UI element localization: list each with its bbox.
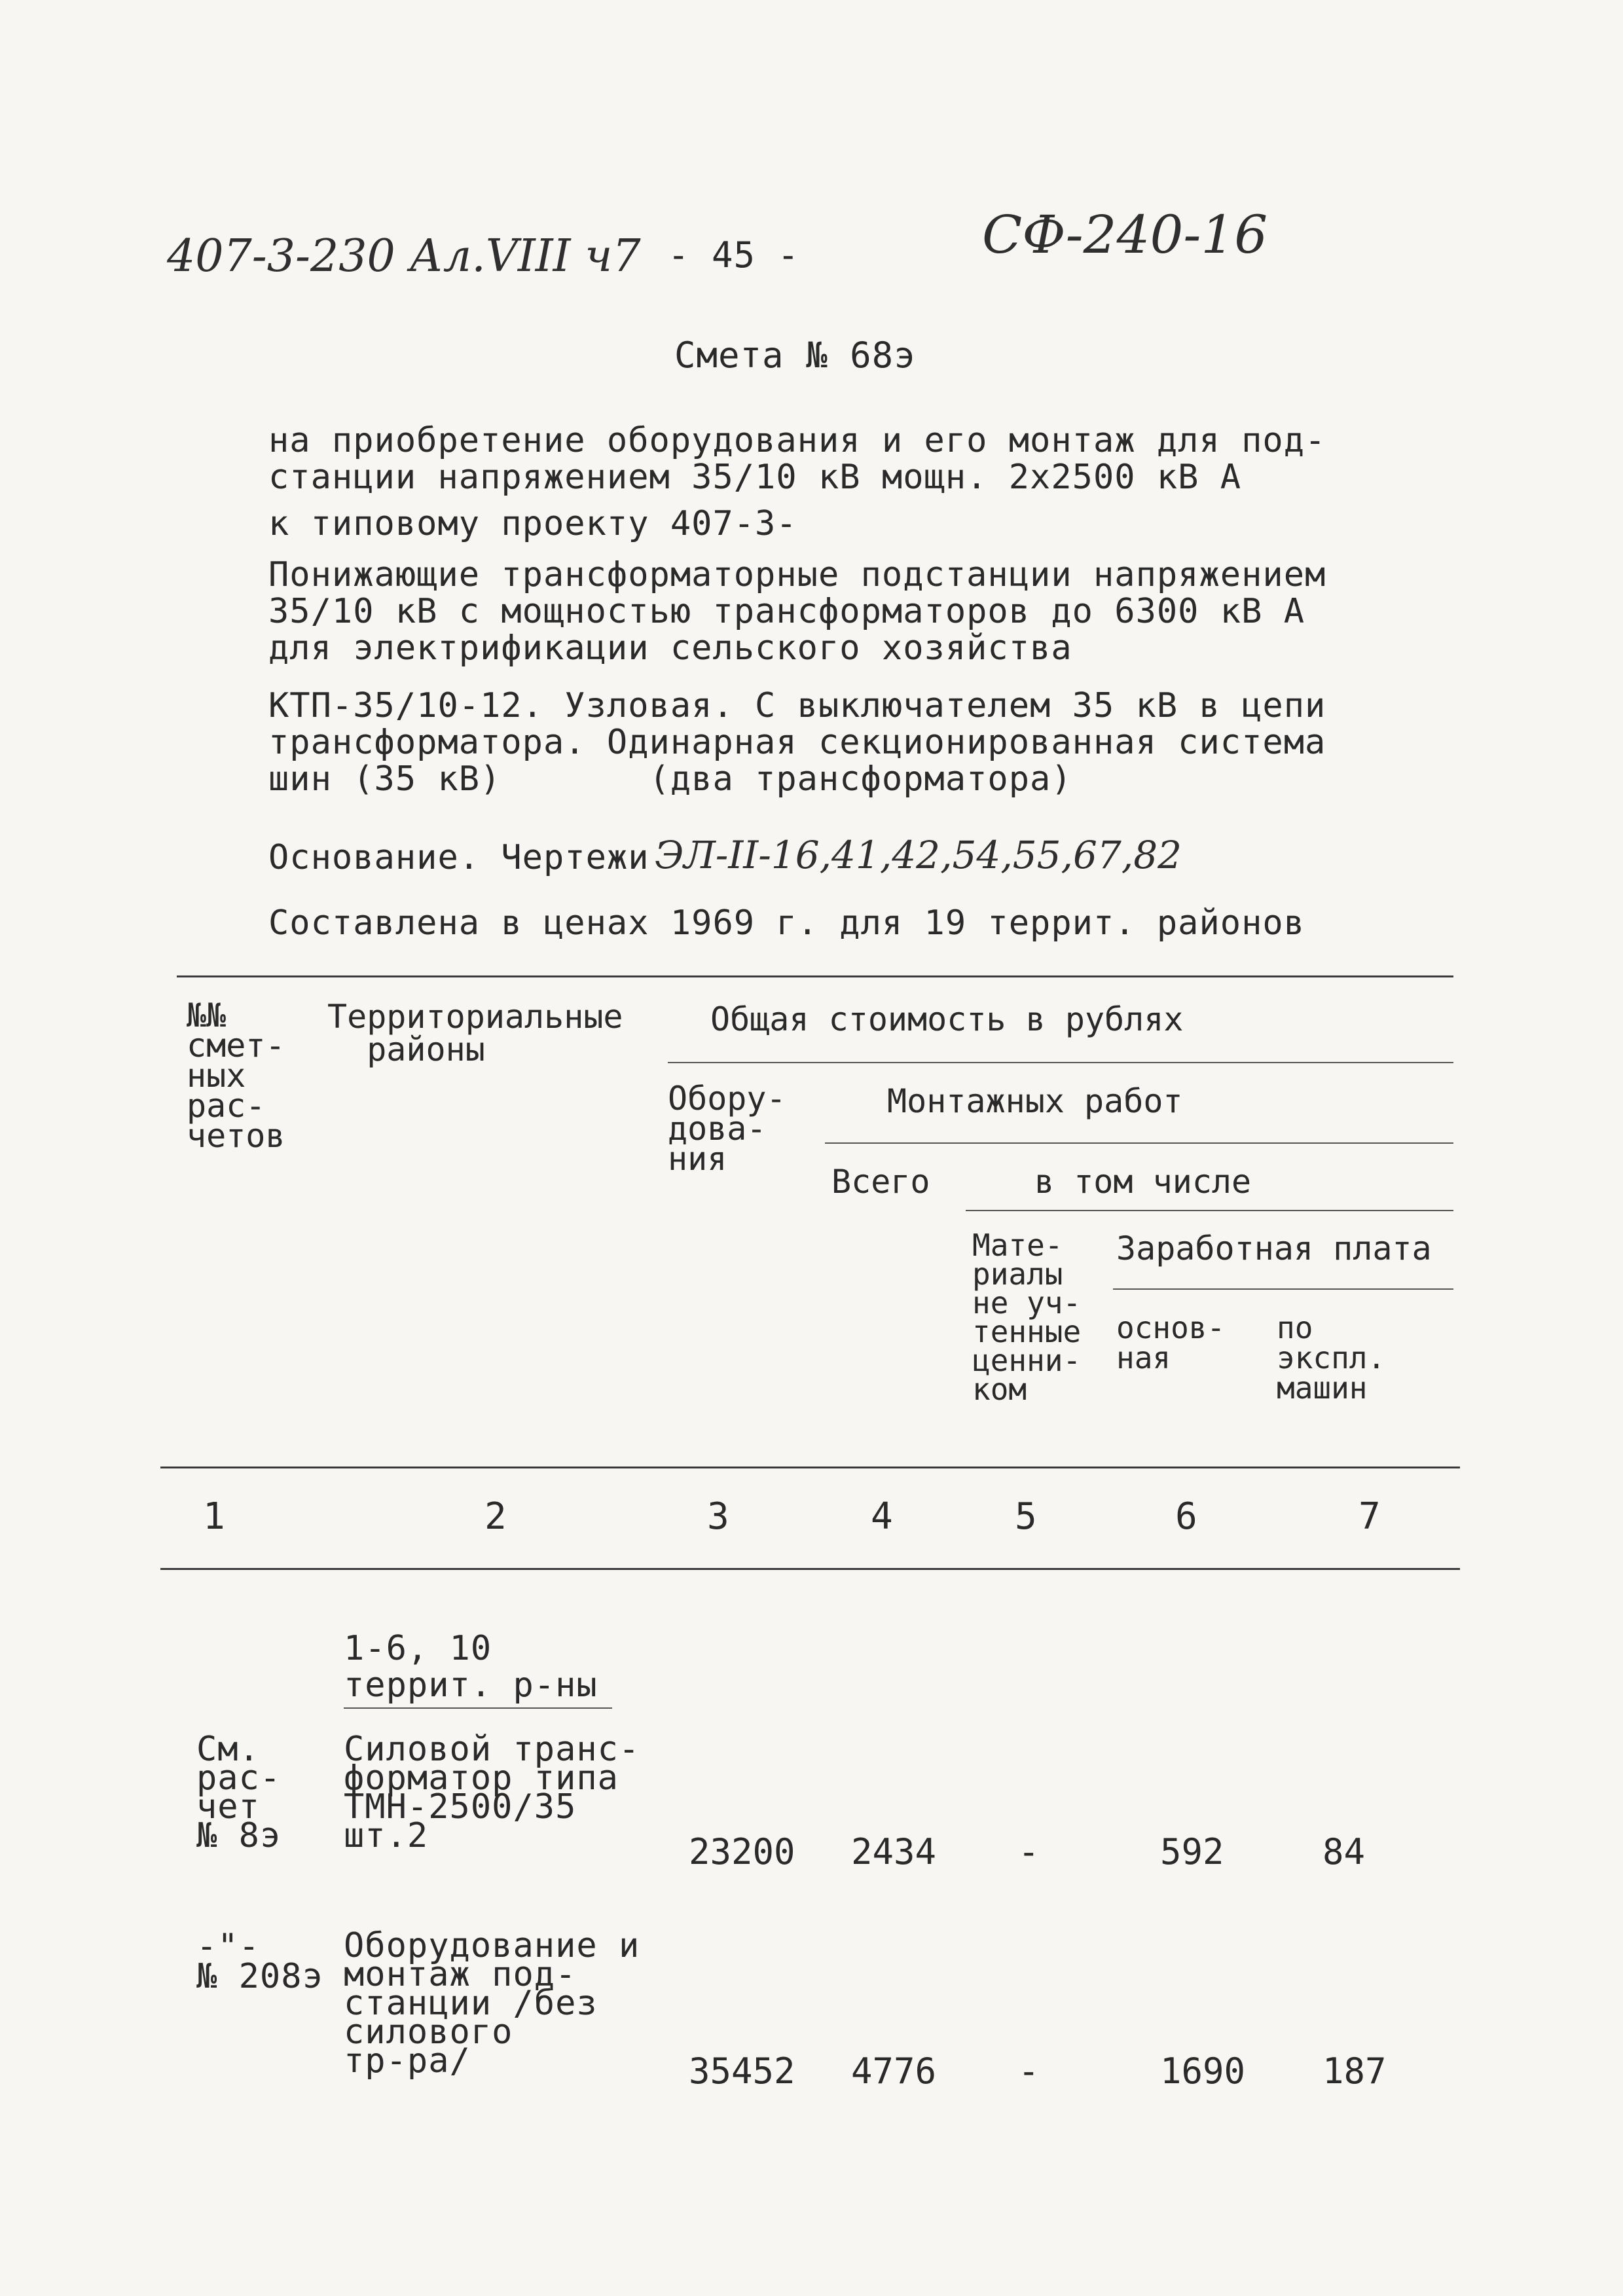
installation-rule xyxy=(825,1142,1453,1144)
page-title: Смета № 68э xyxy=(674,335,916,376)
table-row-equipment: 35452 xyxy=(689,2050,795,2092)
column-number: 6 xyxy=(1175,1495,1197,1538)
header-bottom-rule xyxy=(160,1467,1460,1468)
section-title: 1-6, 10 террит. р-ны xyxy=(344,1629,598,1705)
table-row-equipment: 23200 xyxy=(689,1831,795,1872)
header-total-cost: Общая стоимость в рублях xyxy=(710,1000,1184,1038)
table-row-materials: - xyxy=(1018,1831,1040,1872)
document-code: 407-3-230 Ал.VIII ч7 xyxy=(167,230,641,282)
column-numbers-rule xyxy=(160,1568,1460,1570)
table-row-ref: См. рас- чет № 8э xyxy=(196,1730,282,1855)
total-cost-rule xyxy=(668,1062,1453,1063)
estimate-purpose: на приобретение оборудования и его монтаж для под- станции напряжением 35/10 кВ мощн. 2х2500 кВ А xyxy=(268,421,1326,497)
section-title-underline xyxy=(344,1707,612,1709)
column-number: 3 xyxy=(707,1495,729,1538)
table-row-materials: - xyxy=(1018,2050,1040,2092)
wages-rule xyxy=(1113,1288,1453,1290)
header-materials: Мате- риалы не уч- тенные ценни- ком xyxy=(972,1228,1082,1407)
table-row-wages-machines: 187 xyxy=(1322,2050,1387,2092)
header-regions: Территориальные районы xyxy=(327,998,623,1068)
table-row-ref: -"- № 208э xyxy=(196,1927,323,1996)
header-wages: Заработная плата xyxy=(1116,1230,1432,1267)
column-number: 4 xyxy=(871,1495,893,1538)
sheet-code: СФ-240-16 xyxy=(982,204,1268,265)
column-number: 7 xyxy=(1359,1495,1381,1538)
price-basis: Составлена в ценах 1969 г. для 19 террит. районов xyxy=(268,903,1305,943)
project-reference: к типовому проекту 407-3- xyxy=(268,504,797,543)
column-number: 5 xyxy=(1015,1495,1037,1538)
table-row-wages-basic: 1690 xyxy=(1160,2050,1246,2092)
basis-drawings: ЭЛ-II-16,41,42,54,55,67,82 xyxy=(655,833,1182,877)
header-total: Всего xyxy=(831,1163,930,1201)
header-equipment: Обору- дова- ния xyxy=(668,1080,786,1178)
basis-label: Основание. Чертежи xyxy=(268,838,649,877)
header-calc-number: №№ смет- ных рас- четов xyxy=(187,996,285,1155)
header-installation: Монтажных работ xyxy=(887,1082,1183,1120)
substation-variant: КТП-35/10-12. Узловая. С выключателем 35 кВ в цепи трансформатора. Одинарная секционированная система шин (35 кВ) (два трансформатора) xyxy=(268,686,1326,799)
table-row-name: Силовой транс- форматор типа ТМН-2500/35 шт.2 xyxy=(344,1730,640,1855)
including-rule xyxy=(966,1210,1453,1211)
table-row-total: 4776 xyxy=(851,2050,937,2092)
table-row-wages-machines: 84 xyxy=(1322,1831,1366,1872)
header-including: в том числе xyxy=(1034,1163,1252,1201)
table-row-wages-basic: 592 xyxy=(1160,1831,1224,1872)
table-top-rule xyxy=(177,975,1453,977)
page-number: - 45 - xyxy=(668,234,800,276)
table-row-name: Оборудование и монтаж под- станции /без силового тр-ра/ xyxy=(344,1926,640,2081)
header-wages-machines: по экспл. машин xyxy=(1277,1310,1386,1406)
table-row-total: 2434 xyxy=(851,1831,937,1872)
project-description: Понижающие трансформаторные подстанции напряжением 35/10 кВ с мощностью трансформаторов до 6300 кВ А для электрификации сельского хозяйства xyxy=(268,555,1326,668)
column-number: 1 xyxy=(203,1495,225,1538)
header-wages-basic: основ- ная xyxy=(1116,1310,1226,1376)
column-number: 2 xyxy=(484,1495,507,1538)
